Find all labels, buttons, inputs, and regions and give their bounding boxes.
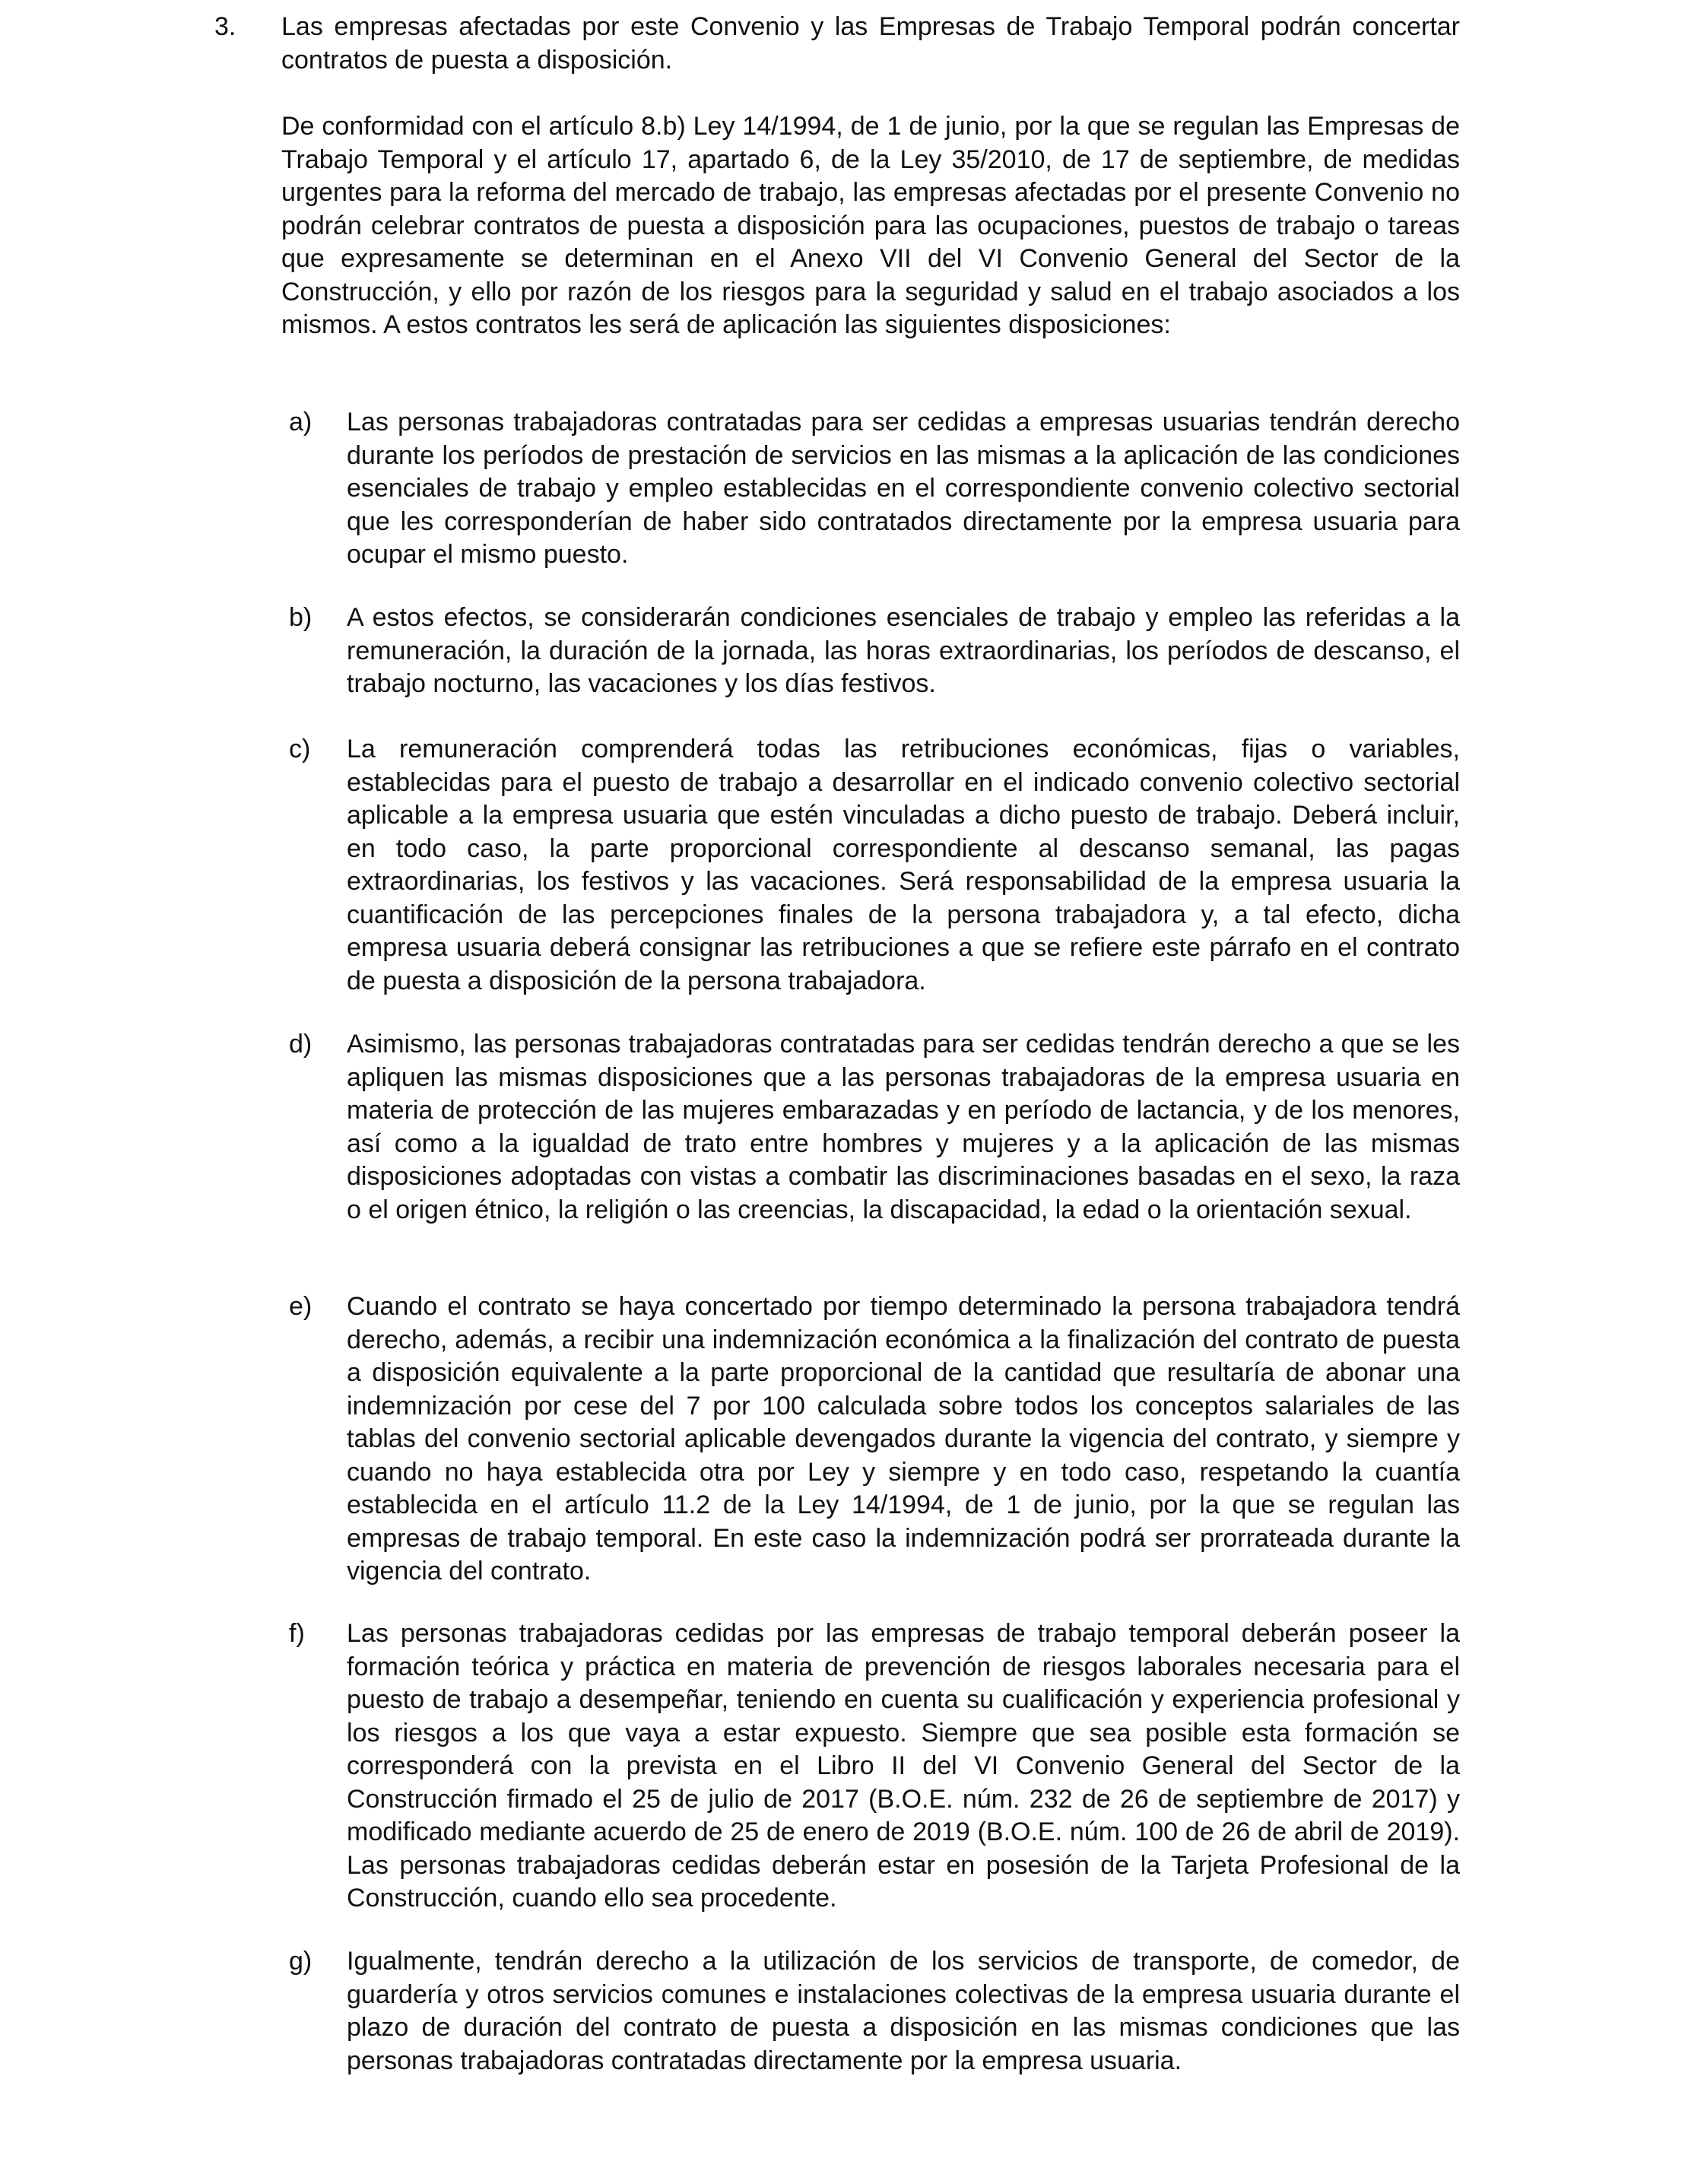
list-item-letter: g) [289, 1947, 313, 1976]
section-paragraph: De conformidad con el artículo 8.b) Ley 14/1994, de 1 de junio, por la que se regulan las Empresas de Trabajo Temporal y el artículo 17, apartado 6, de la Ley 35/2010, de 17 de septiembre, de medidas urgentes para la reforma del mercado de trabajo, las empresas afectadas por el presente Convenio no podrán celebrar contratos de puesta a disposición para las ocupaciones, puestos de trabajo o tareas que expresamente se determinan en el Anexo VII del VI Convenio General del Sector de la Construcción, y ello por razón de los riesgos para la seguridad y salud en el trabajo asociados a los mismos. A estos contratos les será de aplicación las siguientes disposiciones: [281, 112, 1460, 339]
section-number: 3. [214, 12, 236, 41]
list-item-text: Asimismo, las personas trabajadoras contratadas para ser cedidas tendrán derecho a que se les apliquen las mismas disposiciones que a las personas trabajadoras de la empresa usuaria en materia de protección de las mujeres embarazadas y en período de lactancia, y de los menores, así como a la igualdad de trato entre hombres y mujeres y a la aplicación de las mismas disposiciones adoptadas con vistas a combatir las discriminaciones basadas en el sexo, la raza o el origen étnico, la religión o las creencias, la discapacidad, la edad o la orientación sexual. [347, 1030, 1460, 1224]
list-item-letter: b) [289, 603, 313, 632]
list-item-letter: a) [289, 408, 313, 436]
list-item-letter: c) [289, 735, 311, 763]
list-item-text: Las personas trabajadoras cedidas por las empresas de trabajo temporal deberán poseer la formación teórica y práctica en materia de prevención de riesgos laborales necesaria para el puesto de trabajo a desempeñar, teniendo en cuenta su cualificación y experiencia profesional y los riesgos a los que vaya a estar expuesto. Siempre que sea posible esta formación se corresponderá con la prevista en el Libro II del VI Convenio General del Sector de la Construcción firmado el 25 de julio de 2017 (B.O.E. núm. 232 de 26 de septiembre de 2017) y modificado mediante acuerdo de 25 de enero de 2019 (B.O.E. núm. 100 de 26 de abril de 2019). Las personas trabajadoras cedidas deberán estar en posesión de la Tarjeta Profesional de la Construcción, cuando ello sea procedente. [347, 1619, 1460, 1913]
list-item-text: Las personas trabajadoras contratadas para ser cedidas a empresas usuarias tendrán derecho durante los períodos de prestación de servicios en las mismas a la aplicación de las condiciones esenciales de trabajo y empleo establecidas en el correspondiente convenio colectivo sectorial que les corresponderían de haber sido contratados directamente por la empresa usuaria para ocupar el mismo puesto. [347, 408, 1460, 569]
list-item-letter: e) [289, 1292, 313, 1321]
list-item-text: Igualmente, tendrán derecho a la utilización de los servicios de transporte, de comedor, de guardería y otros servicios comunes e instalaciones colectivas de la empresa usuaria durante el plazo de duración del contrato de puesta a disposición en las mismas condiciones que las personas trabajadoras contratadas directamente por la empresa usuaria. [347, 1947, 1460, 2075]
list-item-letter: d) [289, 1030, 313, 1059]
section-intro: Las empresas afectadas por este Convenio y las Empresas de Trabajo Temporal podrán concertar contratos de puesta a disposición. [281, 12, 1460, 75]
list-item-text: La remuneración comprenderá todas las retribuciones económicas, fijas o variables, establecidas para el puesto de trabajo a desarrollar en el indicado convenio colectivo sectorial aplicable a la empresa usuaria que estén vinculadas a dicho puesto de trabajo. Deberá incluir, en todo caso, la parte proporcional correspondiente al descanso semanal, las pagas extraordinarias, los festivos y las vacaciones. Será responsabilidad de la empresa usuaria la cuantificación de las percepciones finales de la persona trabajadora y, a tal efecto, dicha empresa usuaria deberá consignar las retribuciones a que se refiere este párrafo en el contrato de puesta a disposición de la persona trabajadora. [347, 735, 1460, 995]
list-item-letter: f) [289, 1619, 305, 1648]
list-item-text: A estos efectos, se considerarán condiciones esenciales de trabajo y empleo las referidas a la remuneración, la duración de la jornada, las horas extraordinarias, los períodos de descanso, el trabajo nocturno, las vacaciones y los días festivos. [347, 603, 1460, 698]
list-item-text: Cuando el contrato se haya concertado por tiempo determinado la persona trabajadora tendrá derecho, además, a recibir una indemnización económica a la finalización del contrato de puesta a disposición equivalente a la parte proporcional de la cantidad que resultaría de abonar una indemnización por cese del 7 por 100 calculada sobre todos los conceptos salariales de las tablas del convenio sectorial aplicable devengados durante la vigencia del contrato, y siempre y cuando no haya establecida otra por Ley y siempre y en todo caso, respetando la cuantía establecida en el artículo 11.2 de la Ley 14/1994, de 1 de junio, por la que se regulan las empresas de trabajo temporal. En este caso la indemnización podrá ser prorrateada durante la vigencia del contrato. [347, 1292, 1460, 1586]
